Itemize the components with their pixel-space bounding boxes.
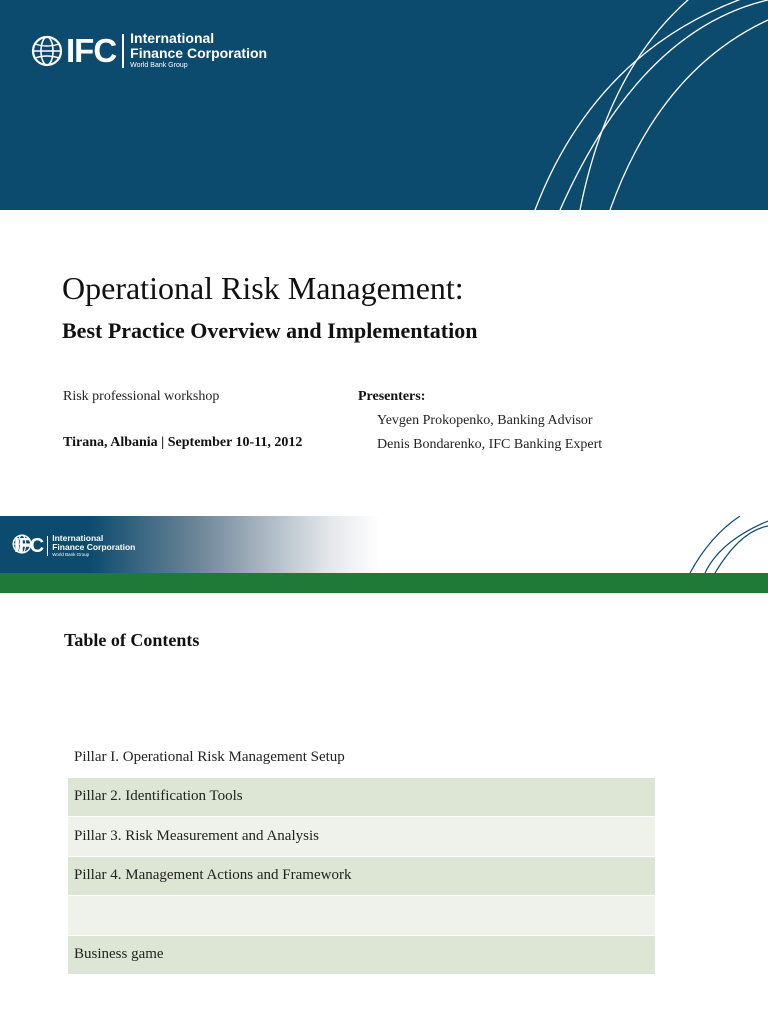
logo-text: [130, 31, 267, 70]
ifc-logo: [31, 31, 267, 70]
toc-row: Pillar 3. Risk Measurement and Analysis: [68, 817, 655, 857]
toc-row: Pillar 4. Management Actions and Framework: [68, 857, 655, 897]
toc-row: [68, 896, 655, 936]
logo-divider: [122, 34, 124, 68]
toc-row: Business game: [68, 936, 655, 976]
logo-line1: International: [130, 30, 215, 46]
logo-abbr: IFC: [66, 31, 117, 69]
header-banner: [0, 0, 768, 210]
workshop-label: Risk professional workshop: [63, 389, 220, 404]
toc-slide: [0, 516, 768, 1024]
presenters-label: Presenters:: [358, 389, 426, 404]
presenter-2: Denis Bondarenko, IFC Banking Expert: [377, 437, 603, 452]
toc-row: Pillar I. Operational Risk Management Setup: [68, 738, 655, 778]
logo-text: [52, 534, 135, 558]
logo-line2: Finance Corporation: [52, 542, 136, 552]
globe-icon: [12, 534, 32, 554]
logo-line1: International: [52, 533, 104, 543]
logo-abbr: IFC: [14, 535, 44, 557]
header-band: [0, 516, 768, 573]
logo-line2: Finance Corporation: [130, 45, 268, 61]
logo-divider: [47, 536, 48, 556]
slide-title: Operational Risk Management:: [62, 270, 464, 306]
globe-icon: [31, 35, 63, 67]
toc-row: Pillar 2. Identification Tools: [68, 778, 655, 818]
presenter-1: Yevgen Prokopenko, Banking Advisor: [377, 413, 593, 428]
toc-table: [68, 738, 655, 975]
ifc-logo-small: [12, 534, 135, 558]
accent-bar: [0, 573, 768, 593]
slide-subtitle: Best Practice Overview and Implementation: [62, 318, 478, 343]
logo-line3: World Bank Group: [52, 552, 90, 557]
logo-line3: World Bank Group: [130, 62, 188, 69]
location-date: Tirana, Albania | September 10-11, 2012: [63, 435, 303, 450]
toc-title: Table of Contents: [64, 630, 200, 650]
